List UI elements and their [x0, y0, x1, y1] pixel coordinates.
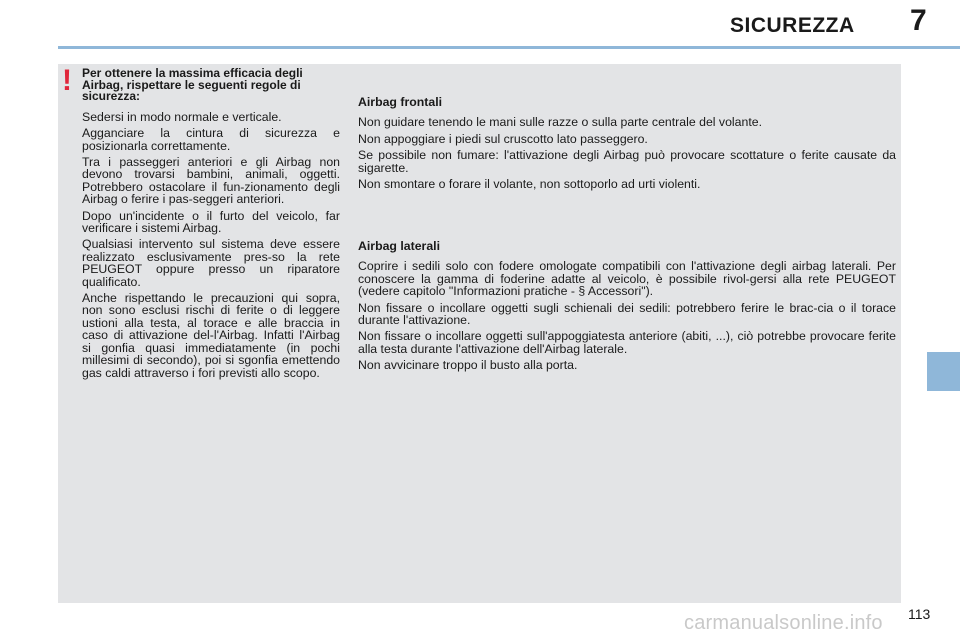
section-title: SICUREZZA: [730, 14, 855, 37]
laterali-title: Airbag laterali: [358, 239, 441, 253]
frontali-section: [358, 96, 896, 190]
warning-heading: Per ottenere la massima efficacia degli Airbag, rispettare le seguenti regole di sicurezza:: [82, 66, 303, 104]
laterali-paragraph: Non avvicinare troppo il busto alla porta.: [358, 358, 578, 373]
chapter-number: 7: [910, 4, 927, 37]
watermark: carmanualsonline.info: [684, 612, 883, 634]
frontali-paragraph: Non appoggiare i piedi sul cruscotto lato passeggero.: [358, 131, 648, 146]
laterali-section: [358, 240, 896, 376]
frontali-paragraph: Non smontare o forare il volante, non sottoporlo ad urti violenti.: [358, 177, 701, 192]
frontali-paragraph: Non guidare tenendo le mani sulle razze o sulla parte centrale del volante.: [358, 115, 762, 130]
laterali-paragraph: Coprire i sedili solo con fodere omologate compatibili con l'attivazione degli airbag laterali. Per conoscere la gamma di foderine adatte al veicolo, è possibile rivol-gersi alla rete PEUGEOT (vedere capitolo "Informazioni pratiche - § Accessori").: [358, 259, 896, 299]
frontali-title: Airbag frontali: [358, 95, 443, 109]
warning-exclamation-icon: !: [62, 64, 72, 97]
frontali-paragraph: Se possibile non fumare: l'attivazione degli Airbag può provocare scottature o ferite causate da sigarette.: [358, 148, 896, 175]
chapter-tab-marker: [927, 352, 960, 391]
warning-column: [82, 68, 340, 383]
warning-paragraph: Agganciare la cintura di sicurezza e posizionarla correttamente.: [82, 126, 340, 153]
laterali-paragraph: Non fissare o incollare oggetti sugli schienali dei sedili: potrebbero ferire le brac-cia o il torace durante l'attivazione.: [358, 300, 896, 328]
warning-paragraph: Qualsiasi intervento sul sistema deve essere realizzato esclusivamente pres-so la rete PEUGEOT oppure presso un riparatore qualificato.: [82, 237, 340, 289]
header-divider: [58, 46, 960, 49]
warning-paragraph: Dopo un'incidente o il furto del veicolo, far verificare i sistemi Airbag.: [82, 208, 340, 236]
page-number: 113: [908, 606, 931, 622]
laterali-paragraph: Non fissare o incollare oggetti sull'appoggiatesta anteriore (abiti, ...), ciò potrebbe provocare ferite alla testa durante l'attivazione dell'Airbag laterale.: [358, 329, 896, 356]
warning-paragraph: Anche rispettando le precauzioni qui sopra, non sono esclusi rischi di ferite o di leggere ustioni alla testa, al torace e alle braccia in caso di attivazione del-l'Airbag. Infatti l'Airbag si gonfia quasi immediatamente (in pochi millesimi di secondo), poi si sgonfia emettendo gas caldi attraverso i fori previsti allo scopo.: [82, 291, 340, 380]
warning-paragraph: Sedersi in modo normale e verticale.: [82, 109, 282, 124]
warning-paragraph: Tra i passeggeri anteriori e gli Airbag non devono trovarsi bambini, animali, oggetti. Potrebbero ostacolare il fun-zionamento degli Airbag o ferire i pas-seggeri anteriori.: [82, 155, 340, 207]
airbag-instructions-column: [358, 95, 896, 373]
